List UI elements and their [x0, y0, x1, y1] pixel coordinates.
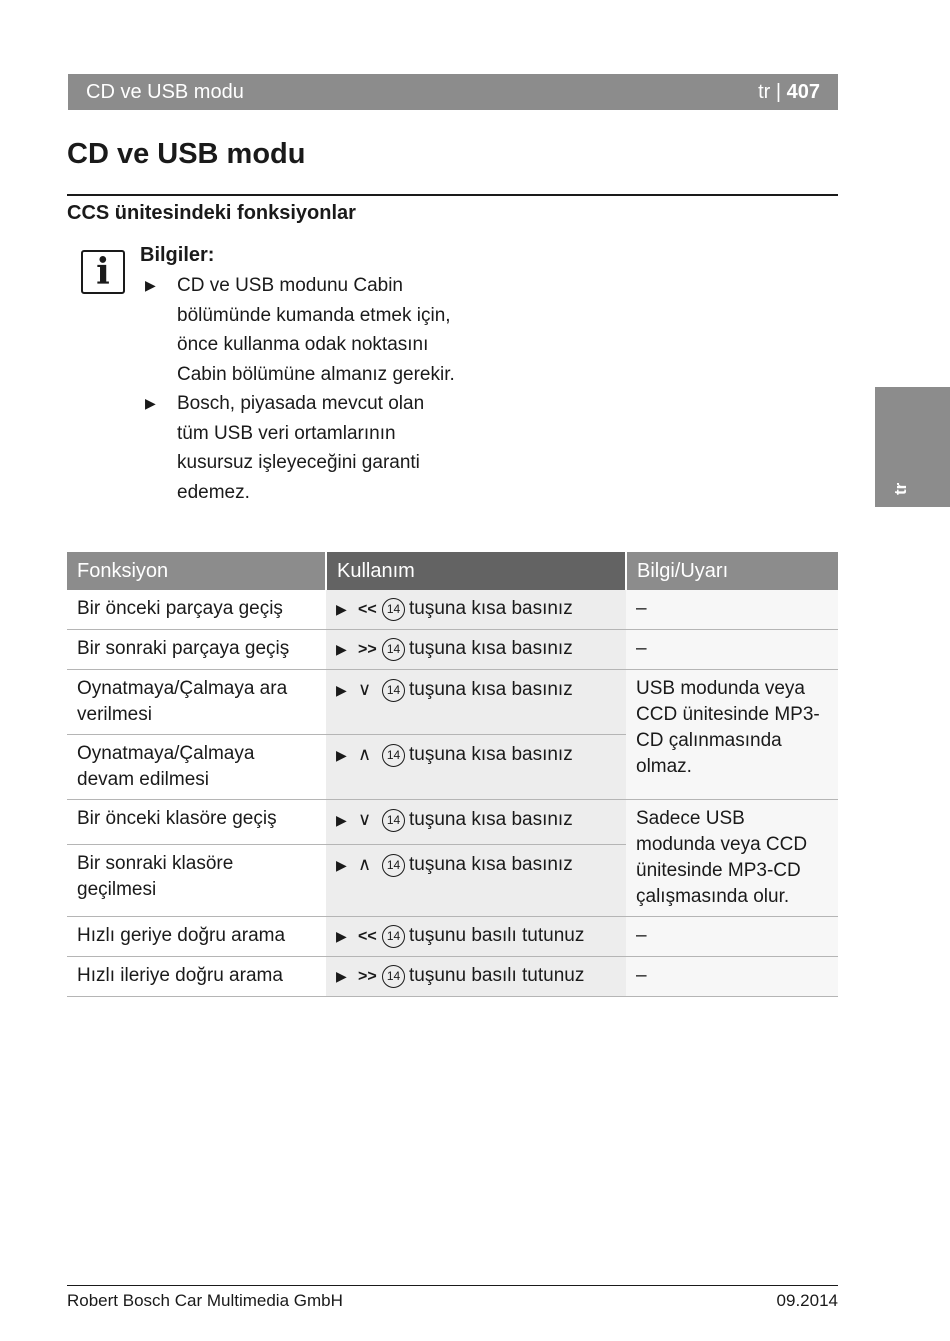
- footer-company: Robert Bosch Car Multimedia GmbH: [67, 1291, 343, 1310]
- usage-cell: [326, 917, 626, 957]
- info-line: kusursuz işleyeceğini garanti: [177, 452, 420, 473]
- info-line: Bosch, piyasada mevcut olan: [177, 393, 425, 414]
- usage-cell: [326, 844, 626, 916]
- header-lang: tr: [758, 81, 771, 103]
- table-row: [67, 957, 838, 997]
- usage-text: tuşunu basılı tutunuz: [409, 925, 585, 946]
- table-row: [67, 590, 838, 630]
- bullet-triangle-icon: ▶: [145, 277, 156, 293]
- usage-text: tuşunu basılı tutunuz: [409, 965, 585, 986]
- function-cell: Oynatmaya/Çalmaya ara verilmesi: [67, 670, 326, 735]
- header-section-title: CD ve USB modu: [86, 81, 244, 103]
- language-tab: [875, 387, 950, 507]
- bullet-triangle-icon: ▶: [145, 395, 156, 411]
- button-number: 14: [382, 854, 405, 877]
- info-line: CD ve USB modunu Cabin: [177, 275, 403, 296]
- key-symbol: <<: [358, 601, 377, 618]
- info-line: tüm USB veri ortamlarının: [177, 422, 396, 444]
- table-row: [67, 917, 838, 957]
- step-triangle-icon: ▶: [336, 747, 347, 763]
- info-line: Cabin bölümüne almanız gerekir.: [177, 363, 455, 385]
- chevron-down-icon: ∨: [358, 679, 372, 699]
- info-cell: –: [626, 917, 838, 957]
- language-tab-label: tr: [891, 482, 910, 495]
- function-cell: Hızlı geriye doğru arama: [67, 917, 326, 957]
- usage-text: tuşuna kısa basınız: [409, 809, 573, 830]
- usage-cell: [326, 670, 626, 735]
- table-row: [67, 630, 838, 670]
- info-list: [140, 271, 470, 507]
- info-icon: i: [81, 250, 125, 294]
- usage-cell: [326, 630, 626, 670]
- key-symbol: >>: [358, 968, 377, 985]
- header-page-info: [758, 81, 820, 104]
- button-number: 14: [382, 965, 405, 988]
- page-number: 407: [786, 81, 820, 103]
- chevron-down-icon: ∨: [358, 809, 372, 829]
- step-triangle-icon: ▶: [336, 968, 347, 984]
- footer-date: 09.2014: [776, 1291, 838, 1310]
- step-triangle-icon: ▶: [336, 812, 347, 828]
- step-triangle-icon: ▶: [336, 856, 347, 873]
- step-triangle-icon: ▶: [336, 682, 347, 698]
- info-cell: –: [626, 590, 838, 630]
- column-header: Bilgi/Uyarı: [626, 552, 838, 590]
- button-number: 14: [382, 638, 405, 661]
- page-title: CD ve USB modu: [67, 138, 306, 170]
- info-item: [140, 389, 470, 507]
- function-table: [67, 552, 838, 997]
- step-triangle-icon: ▶: [336, 928, 347, 944]
- header-separator: |: [775, 81, 782, 103]
- info-line: önce kullanma odak noktasını: [177, 334, 429, 355]
- info-cell: –: [626, 630, 838, 670]
- function-cell: Bir önceki parçaya geçiş: [67, 590, 326, 630]
- usage-text: tuşuna kısa basınız: [409, 853, 573, 875]
- button-number: 14: [382, 744, 405, 767]
- usage-cell: [326, 957, 626, 997]
- button-number: 14: [382, 598, 405, 621]
- footer-divider: [67, 1285, 838, 1286]
- usage-text: tuşuna kısa basınız: [409, 679, 573, 700]
- chevron-up-icon: ∧: [358, 744, 372, 764]
- button-number: 14: [382, 925, 405, 948]
- usage-text: tuşuna kısa basınız: [409, 598, 573, 619]
- title-divider: [67, 194, 838, 196]
- info-line: edemez.: [177, 481, 250, 503]
- usage-text: tuşuna kısa basınız: [409, 744, 573, 765]
- info-item: [140, 271, 470, 389]
- function-cell: Bir sonraki klasöre geçilmesi: [67, 844, 326, 916]
- usage-cell: [326, 735, 626, 800]
- key-symbol: <<: [358, 928, 377, 945]
- usage-cell: [326, 590, 626, 630]
- info-cell: –: [626, 957, 838, 997]
- function-cell: Hızlı ileriye doğru arama: [67, 957, 326, 997]
- button-number: 14: [382, 809, 405, 832]
- step-triangle-icon: ▶: [336, 641, 347, 657]
- info-note: [140, 244, 470, 507]
- info-heading: Bilgiler:: [140, 244, 215, 266]
- column-header: Fonksiyon: [67, 552, 326, 590]
- table-row: [67, 800, 838, 845]
- button-number: 14: [382, 679, 405, 702]
- table-row: [67, 670, 838, 735]
- chevron-up-icon: ∧: [358, 853, 372, 874]
- section-heading: CCS ünitesindeki fonksiyonlar: [67, 202, 356, 224]
- function-cell: Bir önceki klasöre geçiş: [67, 800, 326, 845]
- function-cell: Bir sonraki parçaya geçiş: [67, 630, 326, 670]
- key-symbol: >>: [358, 641, 377, 658]
- usage-cell: [326, 800, 626, 845]
- info-cell: USB modunda veya CCD ünitesinde MP3-CD çalınmasında olmaz.: [626, 670, 838, 800]
- usage-text: tuşuna kısa basınız: [409, 638, 573, 659]
- column-header: Kullanım: [326, 552, 626, 590]
- running-header: [68, 74, 838, 110]
- function-cell: Oynatmaya/Çalmaya devam edilmesi: [67, 735, 326, 800]
- table-header-row: [67, 552, 838, 590]
- info-cell: Sadece USB modunda veya CCD ünitesinde MP3-CD çalışmasında olur.: [626, 800, 838, 917]
- info-line: bölümünde kumanda etmek için,: [177, 304, 451, 326]
- step-triangle-icon: ▶: [336, 601, 347, 617]
